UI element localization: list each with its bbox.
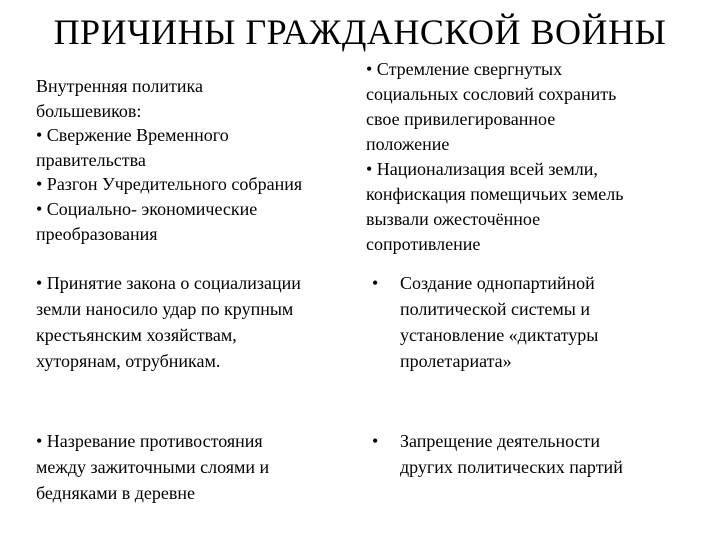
text-line: • Социально- экономические <box>36 198 258 219</box>
text-line: • Стремление свергнутых <box>366 59 563 79</box>
text-line: установление «диктатуры <box>400 325 599 345</box>
text-line: • Свержение Временного <box>36 125 229 146</box>
text-line: конфискация помещичьих земель <box>366 184 624 204</box>
text-line: преобразования <box>36 223 158 244</box>
text-line: Запрещение деятельности <box>400 431 601 451</box>
text-line: земли наносило удар по крупным <box>36 299 294 319</box>
bullet-icon: • <box>372 431 379 451</box>
text-line: положение <box>366 134 450 154</box>
text-line: большевиков: <box>36 100 142 121</box>
text-line: пролетариата» <box>400 351 512 371</box>
text-line: хуторянам, отрубникам. <box>36 351 221 371</box>
text-line: • Назревание противостояния <box>36 431 263 451</box>
text-line: • Принятие закона о социализации <box>36 273 301 293</box>
bullet-icon: • <box>372 273 379 293</box>
text-line: социальных сословий сохранить <box>366 84 617 104</box>
text-line: других политических партий <box>400 457 623 477</box>
cell-overthrown-classes <box>366 57 686 257</box>
cell-village-confrontation <box>36 428 354 506</box>
cell-one-party-system <box>366 270 686 374</box>
text-line: вызвали ожесточённое <box>366 209 541 229</box>
text-line: • Разгон Учредительного собрания <box>36 174 303 195</box>
text-line: Внутренняя политика <box>36 76 204 96</box>
text-line: правительства <box>36 149 146 170</box>
text-line: Создание однопартийной <box>400 273 595 293</box>
text-line: сопротивление <box>366 234 481 254</box>
text-line: политической системы и <box>400 299 591 319</box>
text-line: крестьянским хозяйствам, <box>36 325 237 345</box>
text-line: между зажиточными слоями и <box>36 457 270 477</box>
cell-party-ban <box>366 428 686 480</box>
text-line: бедняками в деревне <box>36 483 195 503</box>
text-line: свое привилегированное <box>366 109 556 129</box>
slide-title: ПРИЧИНЫ ГРАЖДАНСКОЙ ВОЙНЫ <box>53 12 667 52</box>
cell-land-socialization <box>36 270 354 374</box>
text-line: • Национализация всей земли, <box>366 159 598 179</box>
cell-bolshevik-policy <box>36 74 356 246</box>
